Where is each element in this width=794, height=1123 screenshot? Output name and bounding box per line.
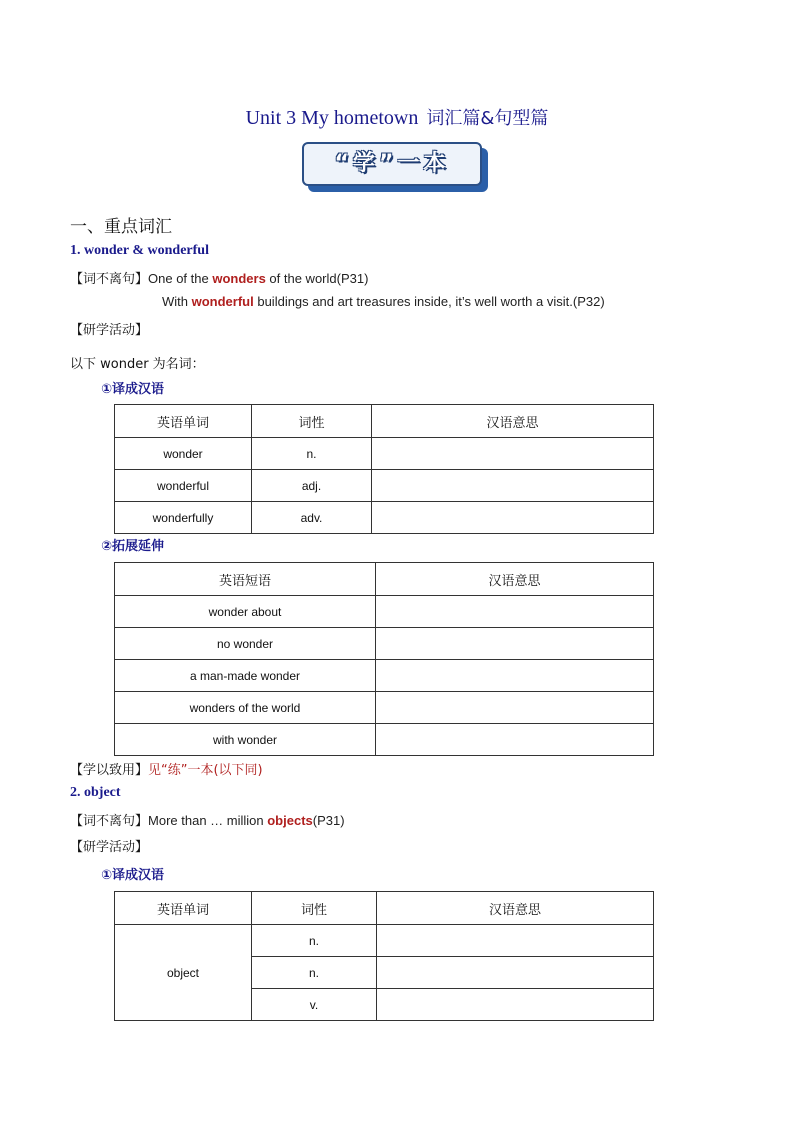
item1-step2-label: ②拓展延伸 [101, 539, 165, 554]
table-word-forms [114, 404, 654, 534]
meaning-cell[interactable] [377, 989, 654, 1021]
table-row [115, 438, 654, 470]
table-row [115, 470, 654, 502]
item1-apply-line [70, 759, 263, 778]
meaning-cell[interactable] [376, 724, 654, 756]
meaning-cell[interactable] [376, 692, 654, 724]
table-row [115, 628, 654, 660]
word-cell: wonderfully [115, 502, 252, 534]
meaning-cell[interactable] [372, 470, 654, 502]
meaning-cell[interactable] [372, 438, 654, 470]
header-cell: 英语短语 [115, 563, 376, 596]
example1-post: of the world(P31) [265, 271, 369, 286]
example-tag: 【词不离句】 [70, 814, 149, 829]
item2-example [70, 810, 345, 829]
table-row [115, 724, 654, 756]
item2-heading: 2. object [70, 785, 121, 800]
pos-cell: n. [252, 438, 372, 470]
header-cell: 英语单词 [115, 405, 252, 438]
header-cell: 英语单词 [115, 892, 252, 925]
pos-cell: adv. [252, 502, 372, 534]
pos-cell: n. [252, 925, 377, 957]
title-chinese: 词汇篇&句型篇 [426, 108, 549, 129]
meaning-cell[interactable] [376, 628, 654, 660]
badge-label: “学”一本 [302, 142, 482, 186]
header-cell: 汉语意思 [376, 563, 654, 596]
item1-step1-label: ①译成汉语 [101, 382, 165, 397]
page-title [0, 104, 794, 130]
word-cell: object [115, 925, 252, 1021]
example1-pre: One of the [148, 271, 213, 286]
header-cell: 词性 [252, 892, 377, 925]
item2-step1-label: ①译成汉语 [101, 868, 165, 883]
table-row [115, 502, 654, 534]
word-cell: wonder [115, 438, 252, 470]
item1-example2 [162, 294, 605, 309]
meaning-cell[interactable] [377, 925, 654, 957]
item2-activity-label: 【研学活动】 [70, 840, 149, 855]
phrase-cell: wonders of the world [115, 692, 376, 724]
phrase-cell: with wonder [115, 724, 376, 756]
section-badge [302, 142, 490, 194]
header-cell: 词性 [252, 405, 372, 438]
pos-cell: n. [252, 957, 377, 989]
meaning-cell[interactable] [376, 596, 654, 628]
example1-highlight: wonders [212, 271, 266, 286]
phrase-cell: a man-made wonder [115, 660, 376, 692]
table-row [115, 925, 654, 957]
table-row [115, 596, 654, 628]
table-row [115, 692, 654, 724]
example2-highlight: wonderful [191, 294, 254, 309]
meaning-cell[interactable] [377, 957, 654, 989]
table-header-row [115, 892, 654, 925]
example2-post: buildings and art treasures inside, it’s well worth a visit.(P32) [253, 294, 605, 309]
phrase-cell: no wonder [115, 628, 376, 660]
title-english: Unit 3 My hometown [245, 107, 419, 129]
apply-tag: 【学以致用】 [70, 763, 149, 778]
pos-cell: adj. [252, 470, 372, 502]
example2-pre: With [162, 294, 192, 309]
word-cell: wonderful [115, 470, 252, 502]
item1-activity-label: 【研学活动】 [70, 323, 149, 338]
apply-text: 见“练”一本(以下同) [148, 763, 263, 778]
item1-note: 以下 wonder 为名词： [70, 357, 205, 372]
meaning-cell[interactable] [376, 660, 654, 692]
table-object-forms [114, 891, 654, 1021]
item1-heading: 1. wonder & wonderful [70, 243, 209, 258]
table-row [115, 660, 654, 692]
table-header-row [115, 563, 654, 596]
example-highlight: objects [267, 813, 313, 828]
header-cell: 汉语意思 [377, 892, 654, 925]
meaning-cell[interactable] [372, 502, 654, 534]
example-post: (P31) [312, 813, 345, 828]
section-heading-vocabulary: 一、重点词汇 [70, 217, 172, 237]
example-tag: 【词不离句】 [70, 272, 149, 287]
pos-cell: v. [252, 989, 377, 1021]
header-cell: 汉语意思 [372, 405, 654, 438]
phrase-cell: wonder about [115, 596, 376, 628]
item1-example1 [70, 268, 368, 287]
table-header-row [115, 405, 654, 438]
table-phrases [114, 562, 654, 756]
example-pre: More than … million [148, 813, 268, 828]
